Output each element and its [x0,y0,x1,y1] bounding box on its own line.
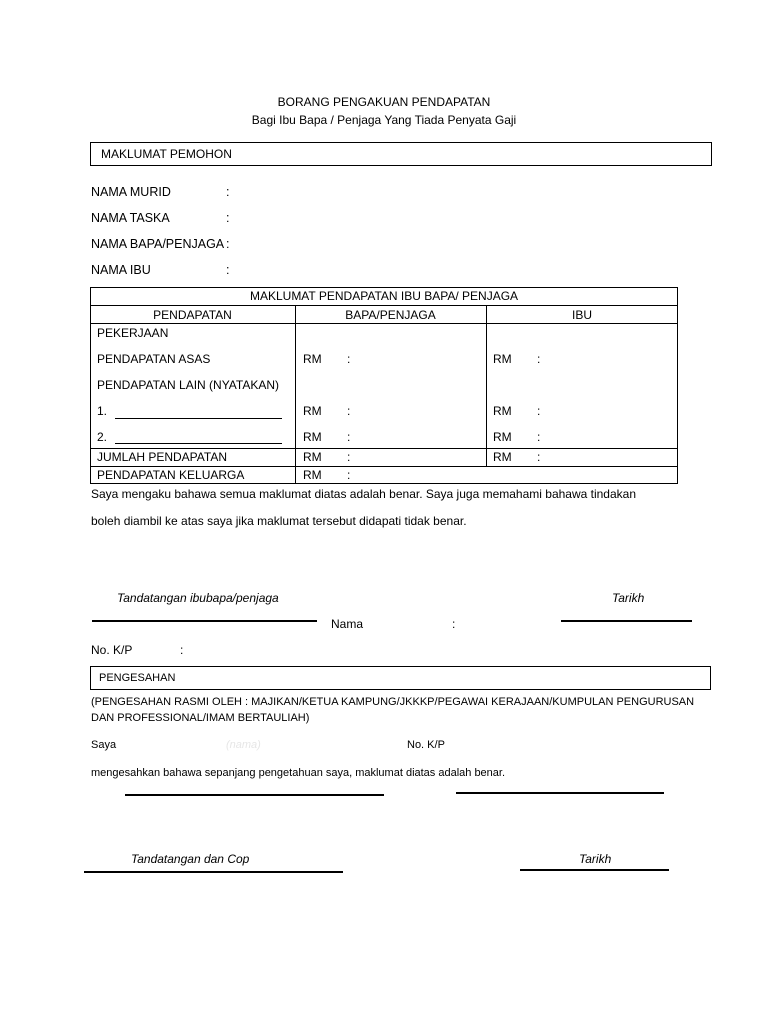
rm-ibu-jumlah[interactable]: RM [493,450,512,464]
rm-bapa-item1[interactable]: RM [303,404,322,418]
parent-signature-line[interactable] [92,620,317,622]
row-label-item2: 2. [97,430,108,444]
field-label-nama-murid: NAMA MURID [91,185,171,199]
field-sep: : [226,237,230,251]
pengesahan-kp-line[interactable] [456,792,664,794]
rm-ibu-item2[interactable]: RM [493,430,512,444]
parent-date-label: Tarikh [612,591,645,605]
nama-placeholder[interactable]: (nama) [226,739,261,751]
table-col-rule [295,305,296,484]
table-col-rule [486,305,487,466]
field-sep: : [226,263,230,277]
income-table-title: MAKLUMAT PENDAPATAN IBU BAPA/ PENJAGA [249,289,519,303]
rm-sep: : [537,352,541,366]
table-rule [90,466,678,467]
pengesahan-note-line-2: DAN PROFESSIONAL/IMAM BERTAULIAH) [91,712,310,724]
field-sep: : [226,185,230,199]
rm-sep: : [347,430,351,444]
form-subtitle: Bagi Ibu Bapa / Penjaga Yang Tiada Penyata Gaji [251,113,517,127]
kp-label: No. K/P [91,643,133,657]
field-label-nama-taska: NAMA TASKA [91,211,170,225]
row-label-lain: PENDAPATAN LAIN (NYATAKAN) [97,378,280,392]
item1-blank-line[interactable] [115,418,282,419]
cop-signature-label: Tandatangan dan Cop [131,852,250,866]
pengesahan-name-line[interactable] [125,794,384,796]
col-header-pendapatan: PENDAPATAN [153,308,232,322]
item2-blank-line[interactable] [115,443,282,444]
name-label: Nama [331,617,364,631]
col-header-bapa: BAPA/PENJAGA [345,308,436,322]
table-rule [90,305,678,306]
rm-sep: : [347,450,351,464]
pengesahan-note-line-1: (PENGESAHAN RASMI OLEH : MAJIKAN/KETUA KAMPUNG/JKKKP/PEGAWAI KERAJAAN/KUMPULAN PENGURUSAN [91,696,695,708]
rm-sep: : [347,404,351,418]
rm-sep: : [347,468,351,482]
rm-ibu-asas[interactable]: RM [493,352,512,366]
parent-signature-label: Tandatangan ibubapa/penjaga [117,591,279,605]
row-label-jumlah: JUMLAH PENDAPATAN [97,450,228,464]
parent-date-line[interactable] [561,620,692,622]
table-rule [90,448,678,449]
pengesahan-section-box [90,666,711,690]
row-label-asas: PENDAPATAN ASAS [97,352,211,366]
saya-label: Saya [91,739,117,751]
table-rule [90,323,678,324]
col-header-ibu: IBU [571,308,592,322]
rm-bapa-item2[interactable]: RM [303,430,322,444]
name-sep: : [452,617,456,631]
pemohon-section-box [90,142,712,166]
pemohon-section-title: MAKLUMAT PEMOHON [101,147,232,161]
field-label-nama-ibu: NAMA IBU [91,263,151,277]
form-title: BORANG PENGAKUAN PENDAPATAN [277,95,491,109]
kp-sep: : [180,643,184,657]
rm-keluarga[interactable]: RM [303,468,322,482]
cop-signature-line[interactable] [84,871,343,873]
field-sep: : [226,211,230,225]
declaration-line-2: boleh diambil ke atas saya jika maklumat tersebut didapati tidak benar. [91,514,467,528]
cop-date-label: Tarikh [579,852,612,866]
row-label-pekerjaan: PEKERJAAN [97,326,169,340]
rm-sep: : [537,404,541,418]
field-label-nama-bapa: NAMA BAPA/PENJAGA [91,237,225,251]
rm-bapa-asas[interactable]: RM [303,352,322,366]
rm-bapa-jumlah[interactable]: RM [303,450,322,464]
pengesahan-kp-label: No. K/P [407,739,445,751]
declaration-line-1: Saya mengaku bahawa semua maklumat diatas adalah benar. Saya juga memahami bahawa tindakan [91,487,637,501]
row-label-keluarga: PENDAPATAN KELUARGA [97,468,245,482]
row-label-item1: 1. [97,404,108,418]
cop-date-line[interactable] [520,869,669,871]
rm-sep: : [537,450,541,464]
pengesahan-confirm-text: mengesahkan bahawa sepanjang pengetahuan saya, maklumat diatas adalah benar. [91,767,506,779]
rm-sep: : [537,430,541,444]
rm-sep: : [347,352,351,366]
pengesahan-section-title: PENGESAHAN [99,672,176,684]
rm-ibu-item1[interactable]: RM [493,404,512,418]
